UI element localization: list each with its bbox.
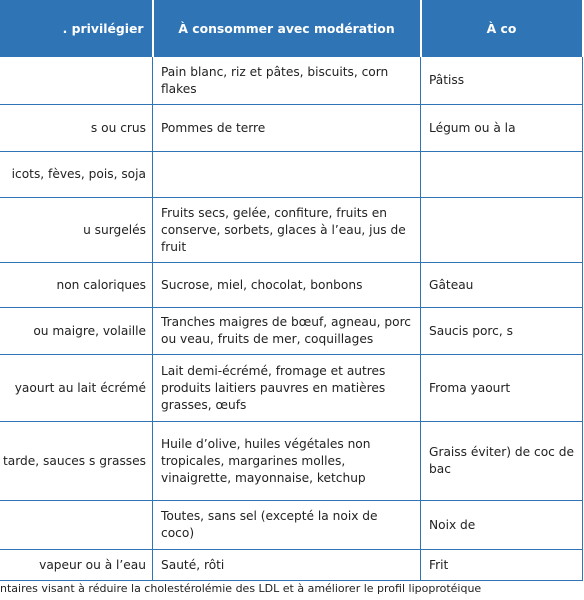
cell-eviter: [421, 152, 583, 198]
table-footnote: ntaires visant à réduire la cholestérolémie des LDL et à améliorer le profil lipoprotéique: [0, 582, 482, 595]
cell-moderation: Lait demi-écrémé, fromage et autres produits laitiers pauvres en matières grasses, œufs: [153, 355, 421, 422]
cell-eviter: Graiss éviter) de coc de bac: [421, 422, 583, 501]
table-row: [0, 263, 583, 308]
cell-moderation: Sauté, rôti: [153, 550, 421, 581]
cell-eviter: Frit: [421, 550, 583, 581]
cell-privilegier: ou maigre, volaille: [0, 308, 153, 355]
cell-moderation: Toutes, sans sel (excepté la noix de coco): [153, 501, 421, 550]
header-a-consommer-avec-moderation: À consommer avec modération: [153, 0, 421, 57]
cell-eviter: [421, 198, 583, 263]
cell-eviter: Gâteau: [421, 263, 583, 308]
cell-privilegier: [0, 57, 153, 105]
cell-privilegier: yaourt au lait écrémé: [0, 355, 153, 422]
cell-privilegier: non caloriques: [0, 263, 153, 308]
header-a-eviter: À co: [421, 0, 583, 57]
cell-eviter: Légum ou à la: [421, 105, 583, 152]
cell-eviter: Pâtiss: [421, 57, 583, 105]
table-row: [0, 152, 583, 198]
cell-moderation: Fruits secs, gelée, confiture, fruits en conserve, sorbets, glaces à l’eau, jus de fruit: [153, 198, 421, 263]
header-a-privilegier: . privilégier: [0, 0, 153, 57]
cell-privilegier: vapeur ou à l’eau: [0, 550, 153, 581]
table-row: [0, 355, 583, 422]
cell-eviter: Noix de: [421, 501, 583, 550]
cell-privilegier: [0, 501, 153, 550]
table-row: [0, 105, 583, 152]
table-row: [0, 57, 583, 105]
cell-moderation: Pommes de terre: [153, 105, 421, 152]
table-row: [0, 308, 583, 355]
table-row: [0, 198, 583, 263]
table-row: [0, 550, 583, 581]
table-row: [0, 422, 583, 501]
cell-privilegier: icots, fèves, pois, soja: [0, 152, 153, 198]
cell-privilegier: u surgelés: [0, 198, 153, 263]
cell-moderation: Tranches maigres de bœuf, agneau, porc ou veau, fruits de mer, coquillages: [153, 308, 421, 355]
cell-moderation: Huile d’olive, huiles végétales non tropicales, margarines molles, vinaigrette, mayonnaise, ketchup: [153, 422, 421, 501]
header-row: [0, 0, 583, 57]
cell-moderation: Sucrose, miel, chocolat, bonbons: [153, 263, 421, 308]
cell-moderation: Pain blanc, riz et pâtes, biscuits, corn flakes: [153, 57, 421, 105]
cell-eviter: Saucis porc, s: [421, 308, 583, 355]
cell-privilegier: tarde, sauces s grasses: [0, 422, 153, 501]
table-row: [0, 501, 583, 550]
cell-moderation: [153, 152, 421, 198]
cell-privilegier: s ou crus: [0, 105, 153, 152]
cell-eviter: Froma yaourt: [421, 355, 583, 422]
